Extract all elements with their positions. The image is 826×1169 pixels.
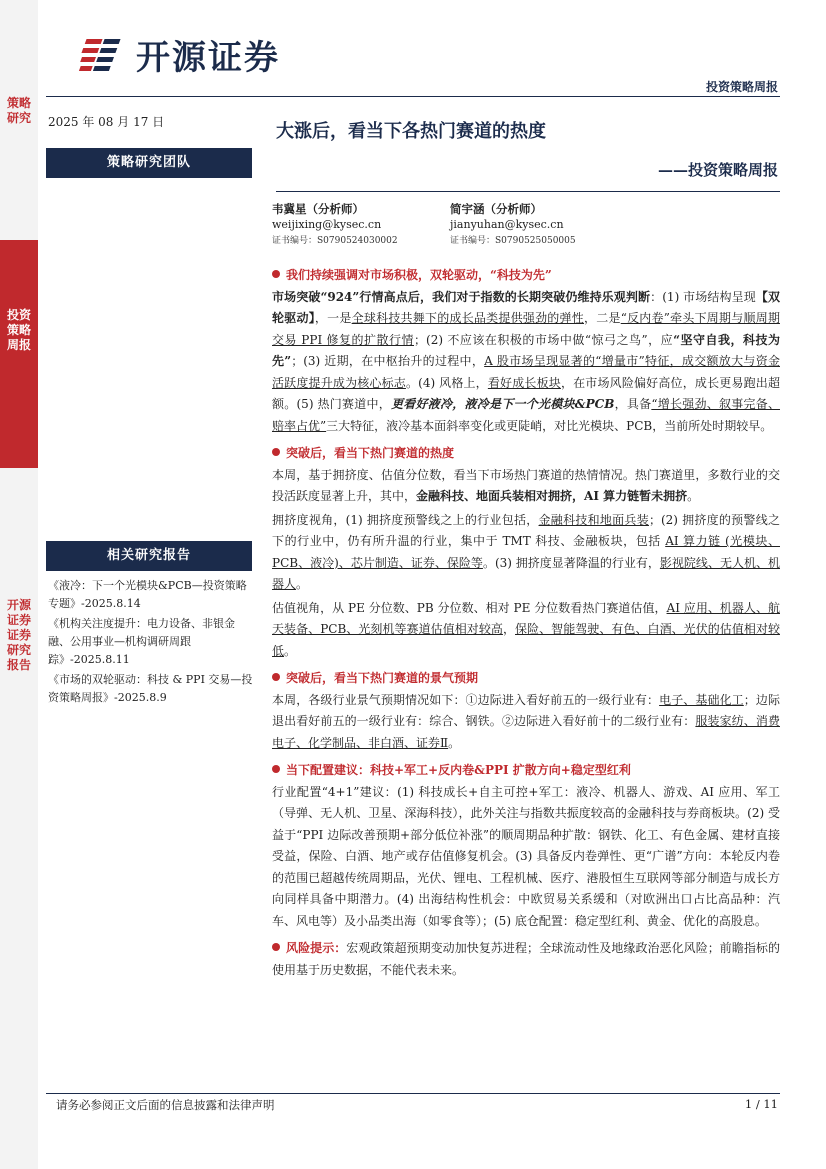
section-paragraph: 拥挤度视角，(1) 拥挤度预警线之上的行业包括，金融科技和地面兵装；(2) 拥挤度的预警线之下的行业中，仍有所升温的行业，集中于 TMT 科技、金融板块，包括 AI 算力链 (光模块、PCB、液冷)、芯片制造、证券、保险等。(3) 拥挤度显著降温的行业有，影视院线、无人机、机器人。: [272, 512, 780, 591]
analyst-card: [272, 201, 398, 249]
logo-mark-icon: [76, 35, 130, 75]
analyst-email[interactable]: weijixing@kysec.cn: [272, 218, 382, 231]
team-label: 策略研究团队: [46, 148, 252, 178]
footer-divider: [46, 1093, 780, 1094]
section-heading: 突破后，看当下热门赛道的热度: [272, 443, 780, 465]
bullet-dot-icon: [272, 765, 280, 773]
title-divider: [276, 191, 780, 192]
section-paragraph: 行业配置“4+1”建议：(1) 科技成长+自主可控+军工：液冷、机器人、游戏、AI 应用、军工（导弹、无人机、卫星、深海科技），此外关注与指数共振度较高的金融科技与券商板块。(2) 受益于“PPI 边际改善预期+部分低位补涨”的顺周期品种扩散：钢铁、化工、有色金属、建材直接受益，保险、白酒、地产或存估值修复机会。(3) 具备反内卷弹性、更“广谱”方向：本轮反内卷的范围已超越传统周期品，光伏、锂电、工程机械、医疗、港股恒生互联网等部分制造与成长方向同样具备中期潜力。(4) 出海结构性机会：中欧贸易关系缓和（对欧洲出口占比高品种：汽车、风电等）及小品类出海（如零食等）；(5) 底仓配置：稳定型红利、黄金、优化的高股息。: [272, 784, 780, 928]
related-report-item[interactable]: 《液冷：下一个光模块&PCB—投资策略专题》-2025.8.14: [48, 579, 247, 610]
analyst-card: [450, 201, 576, 249]
header-divider: [46, 96, 780, 97]
section-heading: 突破后，看当下热门赛道的景气预期: [272, 668, 780, 690]
bullet-dot-icon: [272, 943, 280, 951]
related-report-item[interactable]: 《市场的双轮驱动：科技 & PPI 交易—投资策略周报》-2025.8.9: [48, 673, 253, 704]
strip-company: 开源证券 证券研究报告: [6, 598, 31, 672]
analyst-email[interactable]: jianyuhan@kysec.cn: [450, 218, 564, 231]
section-paragraph: 本周，基于拥挤度、估值分位数，看当下市场热门赛道的热情情况。热门赛道里，多数行业的交投活跃度显著上升，其中，金融科技、地面兵装相对拥挤，AI 算力链暂未拥挤。: [272, 467, 780, 503]
section-paragraph: 本周，各级行业景气预期情况如下：①边际进入看好前五的一级行业有：电子、基础化工；边际退出看好前五的一级行业有：综合、钢铁。②边际进入看好前十的二级行业有：服装家纺、消费电子、化学制品、非白酒、证券Ⅱ。: [272, 692, 780, 750]
header-report-type: 投资策略周报: [705, 80, 778, 94]
report-date: 2025 年 08 月 17 日: [48, 115, 165, 129]
risk-warning: 风险提示：宏观政策超预期变动加快复苏进程；全球流动性及地缘政治恶化风险；前瞻指标的使用基于历史数据，不能代表未来。: [272, 941, 780, 977]
section-paragraph: 估值视角，从 PE 分位数、PB 分位数、相对 PE 分位数看热门赛道估值，AI 应用、机器人、航天装备、PCB、光刻机等赛道估值相对较高，保险、智能驾驶、有色、白酒、光伏的估值相对较低。: [272, 600, 780, 658]
report-subtitle: ——投资策略周报: [657, 161, 778, 179]
bullet-dot-icon: [272, 270, 280, 278]
section-heading: 我们持续强调对市场积极，双轮驱动，“科技为先”: [272, 265, 780, 287]
section-paragraph: 市场突破“924”行情高点后，我们对于指数的长期突破仍维持乐观判断：(1) 市场结构呈现【双轮驱动】，一是全球科技共舞下的成长品类提供强劲的弹性，二是“反内卷”牵头下周期与顺周期交易 PPI 修复的扩散行情；(2) 不应该在积极的市场中做“惊弓之鸟”，应“坚守自我，科技为先”；(3) 近期，在中枢抬升的过程中，A 股市场呈现显著的“增量市”特征，成交额放大与资金活跃度提升成为核心标志。(4) 风格上，看好成长板块，在市场风险偏好高位，成长更易跑出超额。(5) 热门赛道中，更看好液冷，液冷是下一个光模块&PCB，具备“增长强劲、叙事完备、赔率占优”三大特征，液冷基本面斜率变化或更陡峭，对比光模块、PCB，当前所处时期较早。: [272, 289, 780, 433]
report-title: 大涨后，看当下各热门赛道的热度: [276, 121, 546, 142]
related-reports-list: [48, 577, 254, 709]
analyst-name: 韦冀星（分析师）: [272, 202, 364, 216]
left-strip: [0, 0, 38, 1169]
related-report-item[interactable]: 《机构关注度提升：电力设备、非银金融、公用事业—机构调研周跟踪》-2025.8.11: [48, 617, 235, 666]
footer-disclaimer: 请务必参阅正文后面的信息披露和法律声明: [56, 1098, 275, 1112]
analyst-cert: 证书编号：S0790524030002: [272, 236, 398, 246]
strip-highlight: [0, 240, 38, 468]
page-number: 1 / 11: [744, 1097, 778, 1111]
company-name: 开源证券: [136, 38, 280, 78]
strip-category: 策略研究: [6, 96, 31, 125]
bullet-dot-icon: [272, 673, 280, 681]
strip-report-type: 投资策略周报: [6, 308, 31, 352]
report-body: [272, 262, 780, 983]
analyst-name: 简宇涵（分析师）: [450, 202, 542, 216]
bullet-dot-icon: [272, 448, 280, 456]
related-reports-label: 相关研究报告: [46, 541, 252, 571]
section-heading: 当下配置建议：科技+军工+反内卷&PPI 扩散方向+稳定型红利: [272, 760, 780, 782]
company-logo: [76, 30, 280, 79]
analyst-cert: 证书编号：S0790525050005: [450, 236, 576, 246]
